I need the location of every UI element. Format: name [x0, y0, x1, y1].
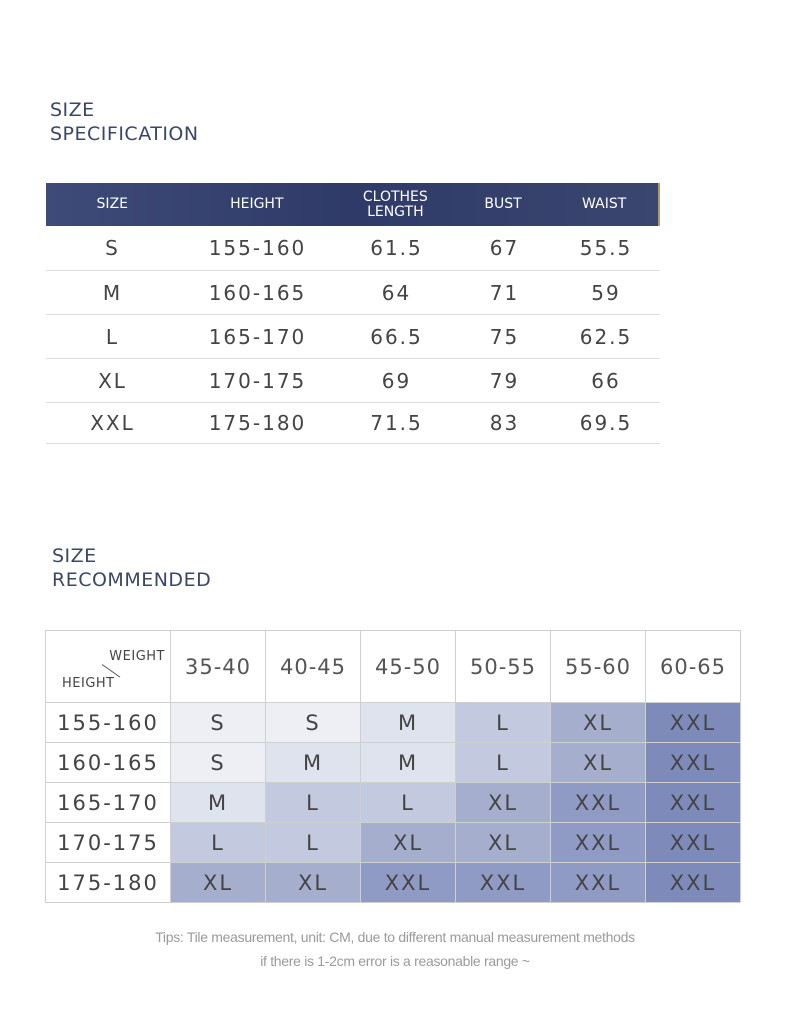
spec-cell-size: XL — [98, 368, 127, 393]
size-cell: XXL — [361, 863, 456, 903]
size-cell: S — [171, 703, 266, 743]
spec-cell-bust: 83 — [489, 411, 520, 435]
spec-header-waist: WAIST — [582, 196, 627, 212]
weight-header-cell: 45-50 — [361, 631, 456, 703]
size-cell: XL — [456, 783, 551, 823]
spec-cell-waist: 69.5 — [579, 411, 633, 435]
size-cell: M — [361, 703, 456, 743]
spec-cell-height: 165-170 — [208, 324, 307, 349]
height-cell: 165-170 — [46, 783, 171, 823]
size-cell: XXL — [551, 783, 646, 823]
weight-header-cell: 35-40 — [171, 631, 266, 703]
spec-cell-clothes-length: 64 — [381, 280, 412, 305]
measurement-tips — [0, 925, 790, 973]
weight-header-cell: 50-55 — [456, 631, 551, 703]
size-cell: XXL — [551, 863, 646, 903]
size-cell: L — [266, 823, 361, 863]
spec-row — [46, 315, 660, 359]
size-cell: L — [361, 783, 456, 823]
tips-line2: if there is 1-2cm error is a reasonable range ~ — [260, 953, 530, 969]
size-cell: XL — [456, 823, 551, 863]
size-cell: L — [171, 823, 266, 863]
rec-section-title — [52, 544, 211, 592]
size-cell: S — [266, 703, 361, 743]
rec-title-line1: SIZE — [52, 545, 97, 567]
spec-row — [46, 226, 660, 271]
spec-section-title — [50, 98, 199, 146]
size-cell: XXL — [646, 863, 741, 903]
spec-cell-clothes-length: 66.5 — [370, 324, 423, 349]
spec-cell-bust: 67 — [489, 236, 520, 260]
spec-header-height: HEIGHT — [230, 196, 284, 212]
size-cell: XL — [171, 863, 266, 903]
size-cell: M — [361, 743, 456, 783]
spec-cell-waist: 62.5 — [579, 324, 633, 349]
height-cell: 160-165 — [46, 743, 171, 783]
spec-cell-height: 160-165 — [208, 280, 307, 305]
size-cell: S — [171, 743, 266, 783]
spec-cell-waist: 59 — [591, 280, 621, 305]
rec-row — [46, 743, 741, 783]
size-specification-table — [46, 183, 660, 444]
spec-cell-clothes-length: 69 — [381, 368, 412, 393]
weight-header-cell: 55-60 — [551, 631, 646, 703]
rec-row — [46, 863, 741, 903]
size-cell: XXL — [551, 823, 646, 863]
spec-cell-size: S — [105, 236, 120, 260]
tips-line1: Tips: Tile measurement, unit: CM, due to different manual measurement methods — [155, 929, 635, 945]
size-cell: XXL — [646, 703, 741, 743]
spec-cell-waist: 66 — [591, 368, 621, 393]
size-cell: M — [171, 783, 266, 823]
rec-title-line2: RECOMMENDED — [52, 569, 212, 591]
size-cell: L — [456, 703, 551, 743]
spec-cell-height: 155-160 — [208, 236, 307, 260]
size-cell: XXL — [646, 783, 741, 823]
size-cell: L — [456, 743, 551, 783]
size-cell: XXL — [456, 863, 551, 903]
spec-row — [46, 271, 660, 315]
size-cell: XL — [551, 703, 646, 743]
height-cell: 175-180 — [46, 863, 171, 903]
spec-row — [46, 403, 660, 444]
size-cell: XL — [361, 823, 456, 863]
spec-cell-size: L — [105, 324, 120, 349]
size-cell: XL — [266, 863, 361, 903]
rec-header-row — [46, 631, 741, 703]
height-cell: 170-175 — [46, 823, 171, 863]
spec-cell-size: M — [102, 280, 123, 305]
spec-header-clothes-length-text: CLOTHES LENGTH — [362, 188, 428, 220]
spec-cell-clothes-length: 61.5 — [370, 236, 423, 260]
weight-header-cell: 40-45 — [266, 631, 361, 703]
spec-table-header — [46, 183, 660, 226]
spec-cell-waist: 55.5 — [579, 236, 633, 260]
spec-cell-clothes-length: 71.5 — [370, 411, 423, 435]
height-cell: 155-160 — [46, 703, 171, 743]
spec-header-size: SIZE — [96, 196, 128, 212]
corner-weight-label: WEIGHT — [109, 649, 165, 664]
spec-cell-bust: 75 — [489, 324, 520, 349]
corner-height-label: HEIGHT — [62, 676, 115, 691]
rec-corner-cell — [46, 631, 171, 703]
rec-row — [46, 703, 741, 743]
size-recommended-table — [45, 630, 741, 903]
size-cell: M — [266, 743, 361, 783]
spec-cell-size: XXL — [90, 411, 135, 435]
spec-table-body — [46, 226, 660, 444]
rec-row — [46, 823, 741, 863]
spec-title-line2: SPECIFICATION — [50, 123, 199, 145]
spec-cell-bust: 79 — [489, 368, 520, 393]
weight-header-cell: 60-65 — [646, 631, 741, 703]
size-cell: XL — [551, 743, 646, 783]
size-cell: L — [266, 783, 361, 823]
size-cell: XXL — [646, 823, 741, 863]
spec-header-clothes-length — [335, 190, 456, 220]
spec-title-line1: SIZE — [50, 99, 95, 121]
rec-row — [46, 783, 741, 823]
spec-cell-bust: 71 — [489, 280, 520, 305]
size-cell: XXL — [646, 743, 741, 783]
spec-cell-height: 175-180 — [208, 411, 307, 435]
spec-row — [46, 359, 660, 403]
spec-header-bust: BUST — [484, 196, 522, 212]
spec-cell-height: 170-175 — [208, 368, 307, 393]
